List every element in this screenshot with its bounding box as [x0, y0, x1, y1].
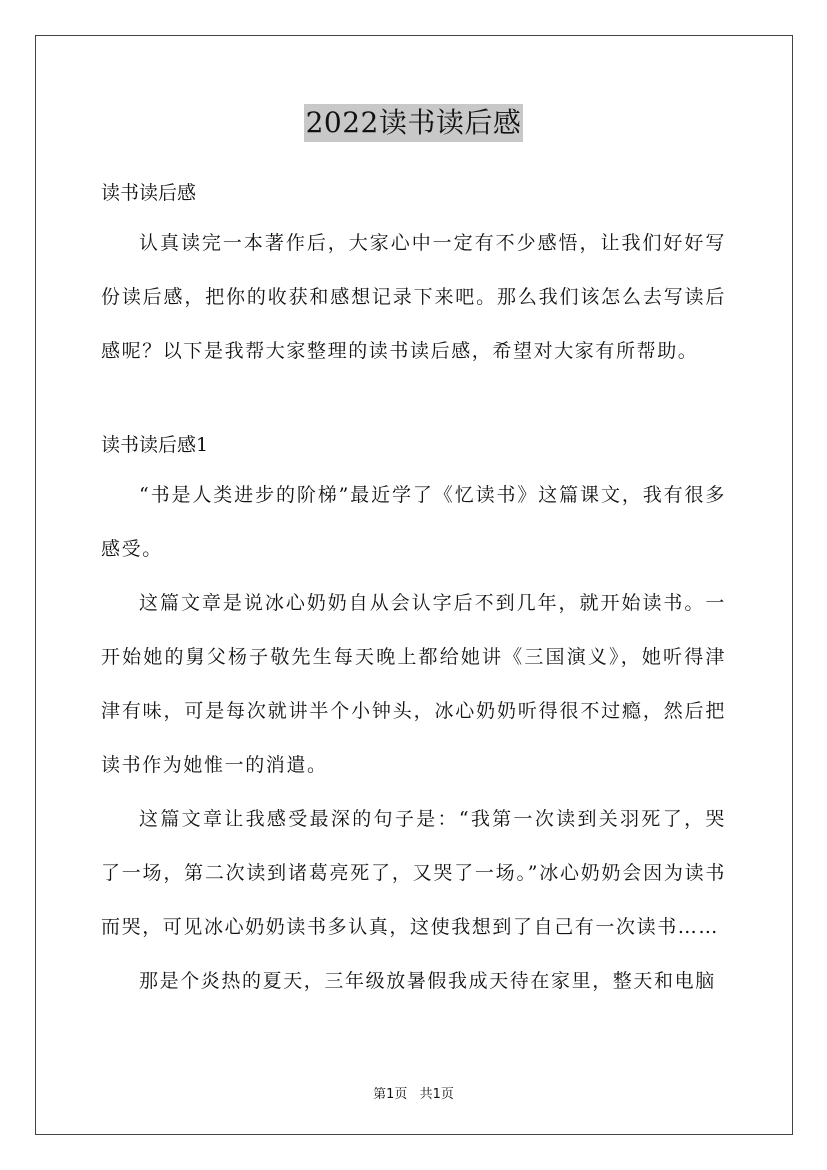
section1-paragraph-4: 那是个炎热的夏天，三年级放暑假我成天待在家里，整天和电脑	[139, 970, 716, 992]
intro-paragraph: 认真读完一本著作后，大家心中一定有不少感悟，让我们好好写份读后感，把你的收获和感想记录下来吧。那么我们该怎么去写读后感呢？以下是我帮大家整理的读书读后感，希望对大家有所帮助。	[101, 232, 726, 362]
intro-heading: 读书读后感	[101, 182, 197, 204]
section1-paragraph-2: 这篇文章是说冰心奶奶自从会认字后不到几年，就开始读书。一开始她的舅父杨子敬先生每天晚上都给她讲《三国演义》，她听得津津有味，可是每次就讲半个小钟头，冰心奶奶听得很不过瘾，然后把读书作为她惟一的消遣。	[101, 592, 726, 776]
document-title: 2022读书读后感	[304, 104, 524, 142]
page-total: 共1页	[419, 1087, 454, 1102]
page-number: 第1页	[373, 1087, 408, 1102]
page-footer	[0, 1083, 827, 1102]
section1-paragraph-3: 这篇文章让我感受最深的句子是：“我第一次读到关羽死了，哭了一场，第二次读到诸葛亮死了，又哭了一场。”冰心奶奶会因为读书而哭，可见冰心奶奶读书多认真，这使我想到了自己有一次读书……	[101, 808, 726, 938]
title-container	[0, 104, 827, 142]
section-spacer	[101, 378, 726, 422]
document-body	[101, 170, 726, 1008]
section1-paragraph-1: “书是人类进步的阶梯”最近学了《忆读书》这篇课文，我有很多感受。	[101, 484, 726, 560]
section1-heading: 读书读后感1	[101, 434, 209, 456]
